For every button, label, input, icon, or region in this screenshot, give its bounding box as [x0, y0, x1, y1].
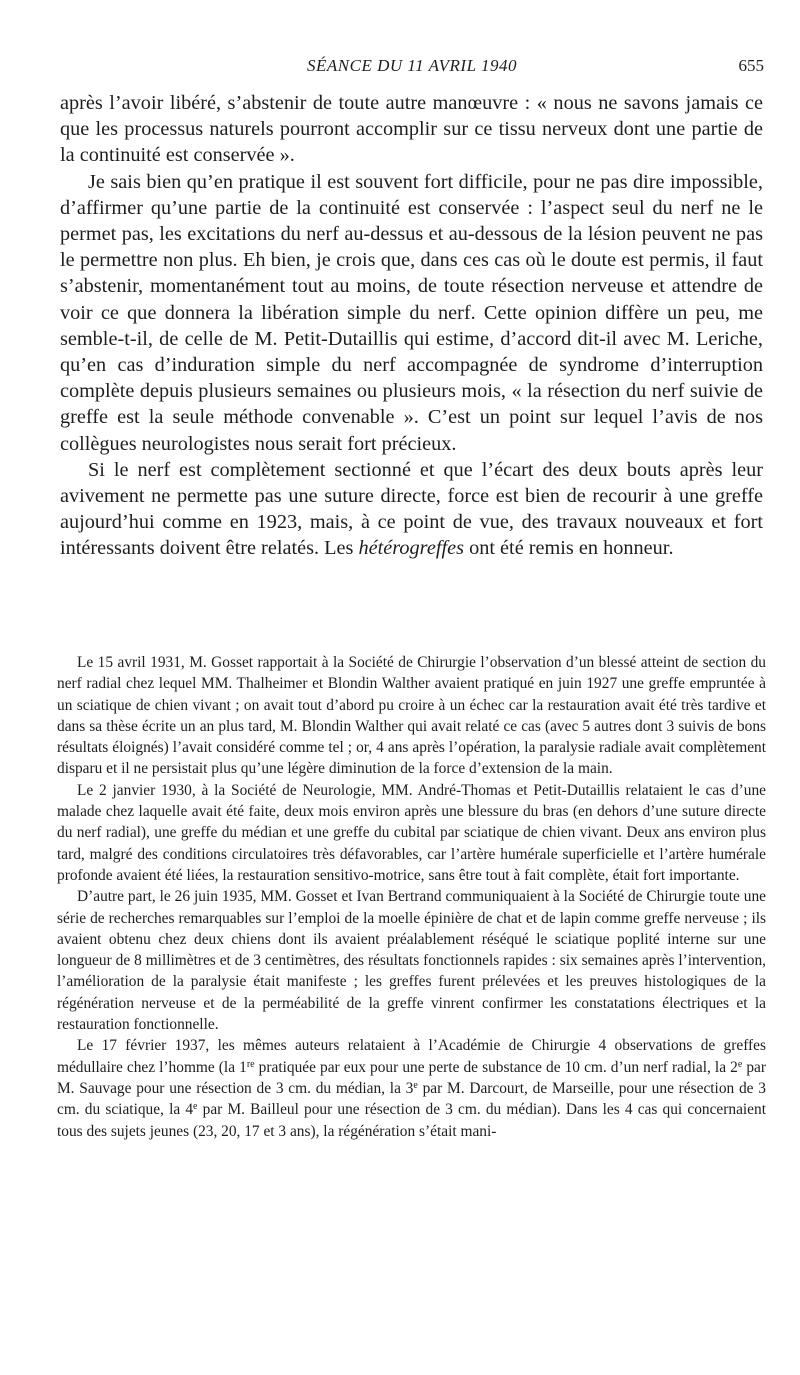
- paragraph-3-end: ont été remis en honneur.: [464, 537, 674, 560]
- ordinal-superscript: re: [246, 1058, 255, 1070]
- page-number: 655: [738, 56, 764, 75]
- emphasis-heterogreffes: hétérogreffes: [358, 537, 464, 560]
- running-title: SÉANCE DU 11 AVRIL 1940: [307, 56, 517, 75]
- note-2: Le 2 janvier 1930, à la Société de Neurologie, MM. André-Thomas et Petit-Dutaillis relataient le cas d’une malade chez laquelle avait été faite, deux mois environ après une blessure du bras (en dehors d’une suture directe du nerf radial), une greffe du médian et une greffe du cubital par sciatique de chien vivant. Deux ans environ plus tard, malgré des conditions circulatoires très défavorables, car l’artère humérale superficielle et l’artère humérale profonde avaient été liées, la restauration sensitivo-motrice, sans être tout à fait complète, était fort importante.: [57, 781, 766, 884]
- paragraph-2: Je sais bien qu’en pratique il est souvent fort difficile, pour ne pas dire impossible, d’affirmer qu’une partie de la continuité est conservée : l’aspect seul du nerf ne le permet pas, les excitations du nerf au-dessus et au-dessous de la lésion peuvent ne pas le permettre non plus. Eh bien, je crois que, dans ces cas où le doute est permis, il faut s’abstenir, momentanément tout au moins, de toute résection nerveuse et attendre de voir ce que donnera la libération simple du nerf. Cette opinion diffère un peu, me semble-t-il, de celle de M. Petit-Dutaillis qui estime, d’accord dit-il avec M. Leriche, qu’en cas d’induration simple du nerf accompagnée de syndrome d’interruption complète depuis plusieurs semaines ou plusieurs mois, « la résection du nerf suivie de greffe est la seule méthode convenable ». C’est un point sur lequel l’avis de nos collègues neurologistes nous serait fort précieux.: [60, 170, 763, 455]
- main-text: [60, 90, 763, 562]
- note-4-part-b: pratiquée par eux pour une perte de substance de 10 cm. d’un nerf radial, la 2: [254, 1058, 738, 1076]
- notes-section: [57, 652, 766, 1142]
- paragraph-3-start: Si le nerf est complètement sectionné et que l’écart des deux bouts après leur avivement ne permette pas une suture directe, force est bien de recourir à une greffe aujourd’hui comme en 1923, mais, à ce point de vue, des travaux nouveaux et fort intéressants doivent être relatés. Les: [60, 458, 763, 560]
- paragraph-1: après l’avoir libéré, s’abstenir de toute autre manœuvre : « nous ne savons jamais ce que les processus naturels pourront accomplir sur ce tissu nerveux dont une partie de la continuité est conservée ».: [60, 92, 763, 167]
- ordinal-superscript: e: [413, 1079, 418, 1091]
- ordinal-superscript: e: [737, 1058, 743, 1070]
- ordinal-superscript: e: [193, 1101, 198, 1113]
- note-4-part-e: par M. Bailleul pour une résection de 3 cm. du médian). Dans les 4 cas qui concernaient tous des sujets jeunes (23, 20, 17 et 3 ans), la régénération s’était mani-: [57, 1101, 766, 1140]
- note-4-part-d: par M. Darcourt, de Marseille, pour une résection de 3 cm. du sciatique, la 4: [57, 1079, 766, 1119]
- note-3: D’autre part, le 26 juin 1935, MM. Gosset et Ivan Bertrand communiquaient à la Société de Chirurgie toute une série de recherches remarquables sur l’emploi de la moelle épinière de chat et de lapin comme greffe nerveuse ; ils avaient obtenu chez deux chiens dont ils avaient préalablement réséqué le sciatique poplité interne sur une longueur de 8 millimètres et de 3 centimètres, des résultats fonctionnels rapides : six semaines après l’intervention, l’amélioration de la paralysie était manifeste ; les greffes furent prélevées et les preuves histologiques de la régénération nerveuse et de la perméabilité de la greffe vinrent confirmer les constatations électriques et la restauration fonctionnelle.: [57, 888, 766, 1034]
- note-4-part-c: par M. Sauvage pour une résection de 3 cm. du médian, la 3: [57, 1058, 766, 1097]
- paragraph-3: [60, 457, 763, 562]
- note-4: [57, 1035, 766, 1141]
- note-4-part-a: Le 17 février 1937, les mêmes auteurs relataient à l’Académie de Chirurgie 4 observations de greffes médullaire chez l’homme (la 1: [57, 1037, 766, 1076]
- running-head: [58, 56, 766, 80]
- note-1: Le 15 avril 1931, M. Gosset rapportait à la Société de Chirurgie l’observation d’un blessé atteint de section du nerf radial chez lequel MM. Thalheimer et Blondin Walther avaient pratiqué en juin 1927 une greffe empruntée à un sciatique de chien vivant ; on avait tout d’abord pu croire à un échec car la restauration avait été très tardive et dans sa thèse écrite un an plus tard, M. Blondin Walther qui avait relaté ce cas (avec 5 autres dont 3 suivis de bons résultats éloignés) l’avait considéré comme tel ; or, 4 ans après l’opération, la paralysie radiale avait complètement disparu et il ne persistait plus qu’une légère diminution de la force d’extension de la main.: [57, 654, 766, 778]
